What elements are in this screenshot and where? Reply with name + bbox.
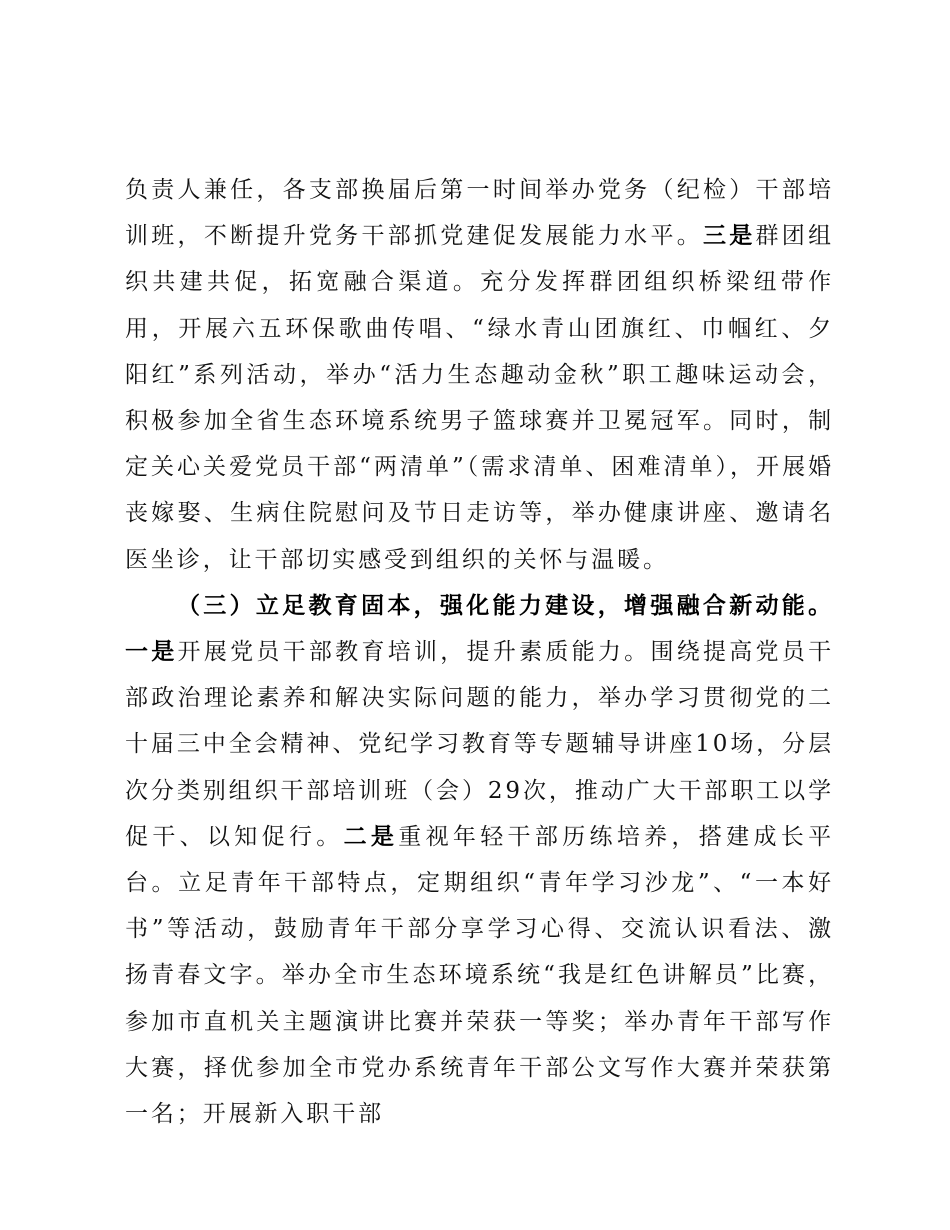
paragraph-text: 开展党员干部教育培训，提升素质能力。围绕提高党员干部政治理论素养和解决实际问题的能力，举办学习贯彻党的二十届三中全会精神、党纪学习教育等专题辅导讲座10场，分层次分类别组织干部培训班（会）29次，推动广大干部职工以学促干、以知促行。	[125, 639, 834, 850]
emphasis-point-1: 一是	[125, 638, 178, 666]
paragraph-text: 负责人兼任，各支部换届后第一时间举办党务（纪检）干部培训班，不断提升党务干部抓党建促发展能力水平。	[125, 177, 834, 250]
paragraph-1	[125, 167, 834, 583]
section-heading: （三）立足教育固本，强化能力建设，增强融合新动能。	[177, 591, 834, 619]
document-body	[125, 167, 834, 1137]
paragraph-text: 群团组织共建共促，拓宽融合渠道。充分发挥群团组织桥梁纽带作用，开展六五环保歌曲传唱、“绿水青山团旗红、巾帼红、夕阳红”系列活动，举办“活力生态趣动金秋”职工趣味运动会，积极参加全省生态环境系统男子篮球赛并卫冕冠军。同时，制定关心关爱党员干部“两清单”（需求清单、困难清单），开展婚丧嫁娶、生病住院慰问及节日走访等，举办健康讲座、邀请名医坐诊，让干部切实感受到组织的关怀与温暖。	[125, 223, 834, 573]
emphasis-point-3: 三是	[702, 222, 756, 250]
paragraph-text: 重视年轻干部历练培养，搭建成长平台。立足青年干部特点，定期组织“青年学习沙龙”、“一本好书”等活动，鼓励青年干部分享学习心得、交流认识看法、激扬青春文字。举办全市生态环境系统“我是红色讲解员”比赛，参加市直机关主题演讲比赛并荣获一等奖；举办青年干部写作大赛，择优参加全市党办系统青年干部公文写作大赛并荣获第一名；开展新入职干部	[125, 823, 834, 1128]
paragraph-2	[125, 583, 834, 1137]
emphasis-point-2: 二是	[343, 822, 399, 850]
